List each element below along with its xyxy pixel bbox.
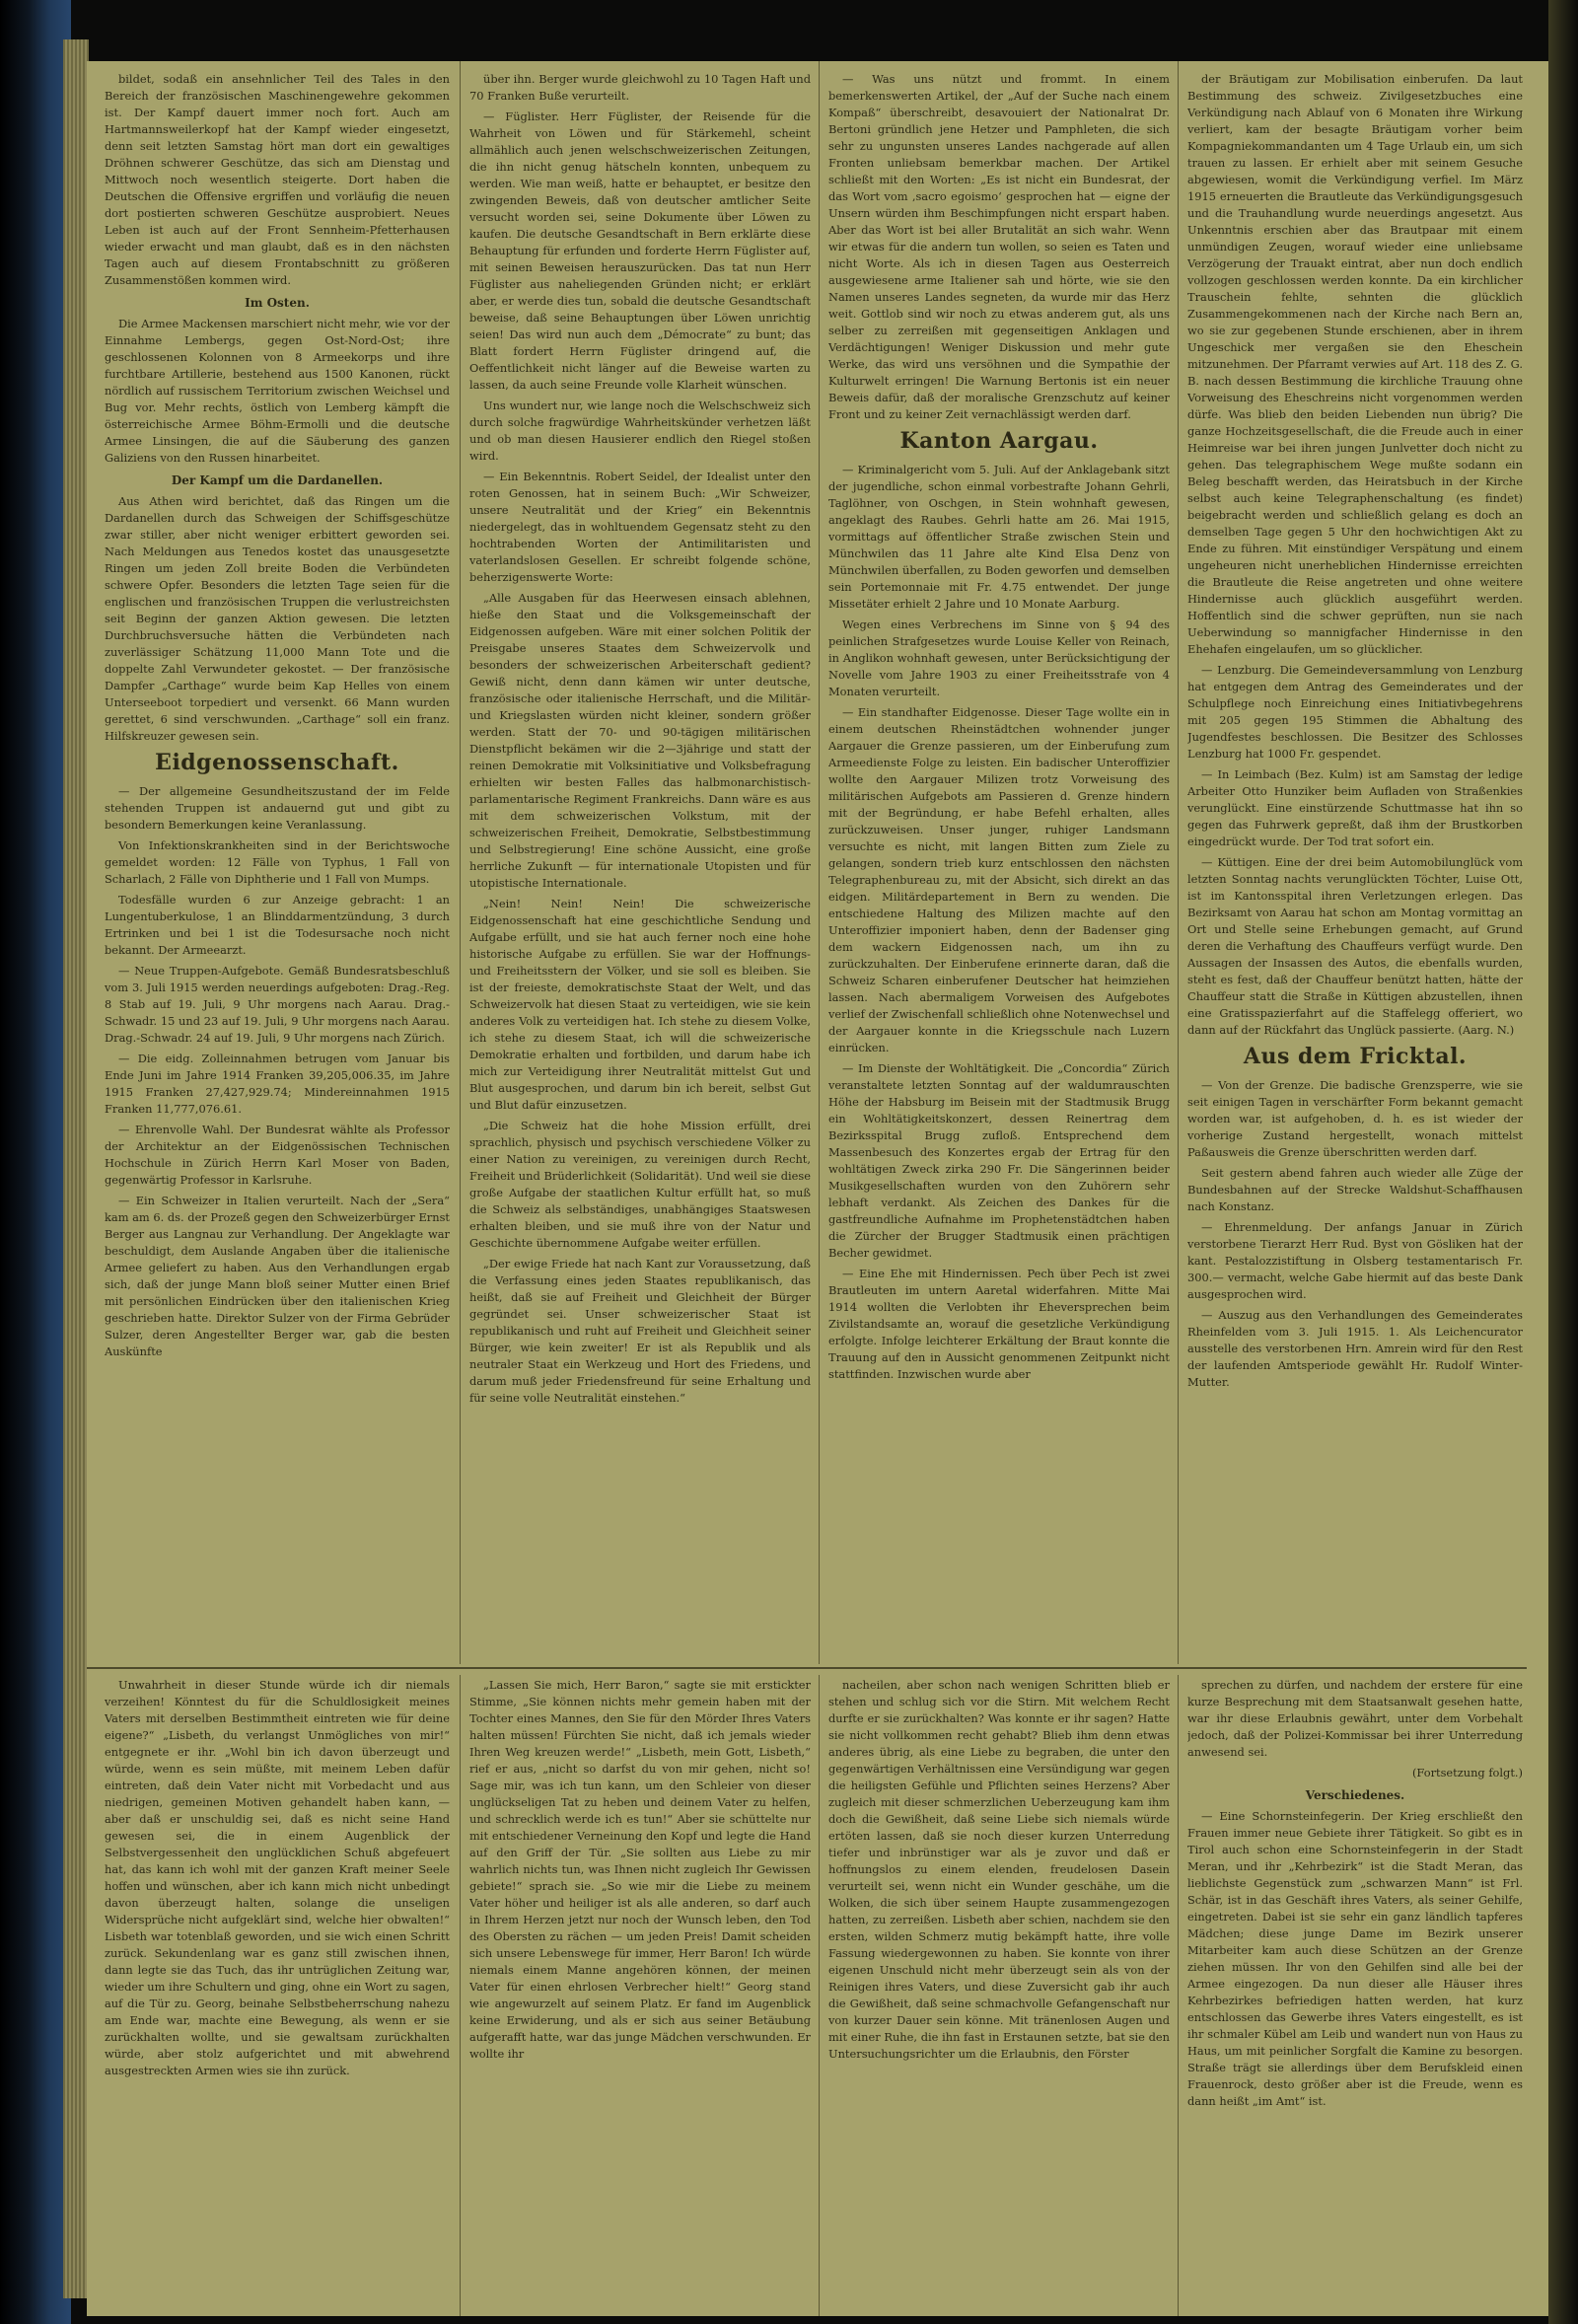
section-heading: Verschiedenes. <box>1305 1788 1405 1802</box>
column-rule <box>819 61 820 1664</box>
section-heading: Im Osten. <box>245 296 310 310</box>
binding-gutter <box>1548 0 1578 2324</box>
article-paragraph: — Ein Schweizer in Italien verurteilt. Nach der „Sera“ kam am 6. ds. der Prozeß gegen den Schweizerbürger Ernst Berger aus Langnau zur Verhandlung. Der Angeklagte war beschuldigt, dem Auslande Angaben über die italienische Armee geliefert zu haben. Aus den Verhandlungen ergab sich, daß der junge Mann bloß seiner Mutter einen Brief mit persönlichen Eindrücken über den italienischen Krieg geschrieben hatte. Direktor Sulzer von der Firma Gebrüder Sulzer, deren Angestellter Berger war, gab die besten Auskünfte <box>105 1194 450 1358</box>
section-divider <box>87 1667 1527 1669</box>
article-paragraph: — Ein standhafter Eidgenosse. Dieser Tage wollte ein in einem deutschen Rheinstädtchen wohnender junger Aargauer die Grenze passieren, um der Einberufung zum Armeedienste Folge zu leisten. Ein badischer Unteroffizier wollte den Aargauer Milizen trotz Vorweisung des militärischen Aufgebots am Passieren d. Grenze hindern mit der Begründung, er habe Befehl erhalten, alles zurückzuweisen. Unser junger, ruhiger Landsmann versuchte es nicht, mit langen Bitten zum Ziele zu gelangen, sondern trieb kurz entschlossen den nächsten Telegraphenbureau zu, mit der Absicht, sich direkt an das eidgen. Militärdepartement in Bern zu wenden. Die entschiedene Haltung des Milizen machte auf den Unteroffizier imponiert haben, denn der Badenser ging dem wackern Eidgenossen nach, um ihn zu zurückzuhalten. Der Einberufene erinnerte daran, daß die Schweiz Scharen einberufener Deutscher hat heimziehen lassen. Nach abermaligem Vorweisen des Aufgebotes verlief der Zwischenfall schließlich ohne Notenwechsel und der Aargauer konnte in die Kriegsschule nach Luzern einrücken. <box>828 705 1170 1054</box>
upper-column-2 <box>469 71 811 1659</box>
article-paragraph: bildet, sodaß ein ansehnlicher Teil des Tales in den Bereich der französischen Maschinengewehre gekommen ist. Der Kampf dauert immer noch fort. Auch am Hartmannsweilerkopf hat der Kampf wieder eingesetzt, denn seit letzten Samstag hört man dort ein gewaltiges Dröhnen schwerer Geschütze, das sich am Dienstag und Mittwoch noch wesentlich steigerte. Dort haben die Deutschen die Offensive ergriffen und vorläufig die neuen dort postierten schweren Geschütze ausprobiert. Neues Leben ist auch auf der Front Sennheim-Pfetterhausen wieder erwacht und man glaubt, daß es in den nächsten Tagen auch auf diesem Frontabschnitt zu größeren Zusammenstößen kommen wird. <box>105 72 450 287</box>
lower-column-2 <box>469 1677 811 2308</box>
story-text: sprechen zu dürfen, und nachdem der erstere für eine kurze Besprechung mit dem Staatsanwalt gesehen hatte, war ihr diese Erlaubnis gewährt, unter dem Vorbehalt jedoch, daß der Polizei-Kommissar bei ihrer Unterredung anwesend sei. <box>1187 1678 1523 1759</box>
article-paragraph: Todesfälle wurden 6 zur Anzeige gebracht: 1 an Lungentuberkulose, 1 an Blinddarmentzündung, 3 durch Ertrinken und bei 1 ist die Todesursache noch nicht bekannt. Der Armeearzt. <box>105 893 450 957</box>
lower-column-4 <box>1187 1677 1523 2308</box>
article-paragraph: — Kriminalgericht vom 5. Juli. Auf der Anklagebank sitzt der jugendliche, schon einmal vorbestrafte Johann Gehrli, Taglöhner, von Oschgen, in Stein wohnhaft gewesen, angeklagt des Raubes. Gehrli hatte am 26. Mai 1915, vormittags auf öffentlicher Straße zwischen Stein und Münchwilen das 11 Jahre alte Kind Elsa Denz von Münchwilen überfallen, zu Boden geworfen und demselben sein Portemonnaie mit Fr. 4.75 entwendet. Der junge Missetäter erhielt 2 Jahre und 10 Monate Aarburg. <box>828 463 1170 611</box>
article-paragraph: — Ein Bekenntnis. Robert Seidel, der Idealist unter den roten Genossen, hat in seinem Buch: „Wir Schweizer, unsere Neutralität und der Krieg“ ein Bekenntnis niedergelegt, das in wohltuendem Gegensatz steht zu den hochtrabenden Worten der Antimilitaristen und vaterlandslosen Gesellen. Er schreibt folgende schöne, beherzigenswerte Worte: <box>469 470 811 584</box>
newspaper-page <box>87 61 1556 2316</box>
lower-column-1 <box>105 1677 450 2308</box>
section-title-kanton-aargau: Kanton Aargau. <box>899 428 1099 454</box>
article-paragraph: „Alle Ausgaben für das Heerwesen einsach ablehnen, hieße den Staat und die Volksgemeinschaft der Eidgenossen aufgeben. Wäre mit einer solchen Politik der Preisgabe unseres Staates dem Schweizervolk und besonders der schweizerischen Arbeiterschaft gedient? Gewiß nicht, denn dann kämen wir unter deutsche, französische oder italienische Herrschaft, und die Militär- und Kriegslasten würden nicht kleiner, sondern größer werden. Statt der 70- und 90-tägigen militärischen Dienstpflicht bekämen wir die 2—3jährige und statt der reinen Demokratie mit Volksinitiative und Volksbefragung erhielten wir besten Falles das halbmonarchistisch-parlamentarische Regiment Frankreichs. Dann wäre es aus mit dem schweizerischen Volkstum, mit der schweizerischen Freiheit, Demokratie, Selbstbestimmung und Selbstregierung! Eine schöne Aussicht, eine große herrliche Zukunft — für internationale Utopisten und für utopistische Internationale. <box>469 591 811 890</box>
article-paragraph: „Nein! Nein! Nein! Die schweizerische Eidgenossenschaft hat eine geschichtliche Sendung und Aufgabe erfüllt, und sie hat auch ferner noch eine hohe historische Aufgabe zu erfüllen. Sie war der Hoffnungs- und Freiheitsstern der Völker, und sie soll es bleiben. Sie ist der freieste, demokratischste Staat der Welt, und das Schweizervolk hat diesen Staat zu verteidigen, wie sie kein anderes Volk zu verteidigen hat. Ich stehe zu diesem Volke, ich stehe zu diesem Staat, ich will die schweizerische Demokratie erhalten und fortbilden, und darum habe ich mich zur Verteidigung ihrer Neutralität mittelst Gut und Blut ausgesprochen, und darum bin ich bereit, selbst Gut und Blut dafür einzusetzen. <box>469 897 811 1112</box>
article-paragraph: — Neue Truppen-Aufgebote. Gemäß Bundesratsbeschluß vom 3. Juli 1915 werden neuerdings aufgeboten: Drag.-Reg. 8 Stab auf 19. Juli, 9 Uhr morgens nach Aarau. Drag.-Schwadr. 15 und 23 auf 19. Juli, 9 Uhr morgens nach Aarau. Drag.-Schwadr. 24 auf 19. Juli, 9 Uhr morgens nach Zürich. <box>105 964 450 1045</box>
article-paragraph: — Auszug aus den Verhandlungen des Gemeinderates Rheinfelden vom 3. Juli 1915. 1. Als Leichencurator ausstelle des verstorbenen Hrn. Amrein wird für den Rest der laufenden Amtsperiode gewählt Hr. Rudolf Winter-Mutter. <box>1187 1308 1523 1389</box>
section-title-fricktal: Aus dem Fricktal. <box>1243 1044 1468 1069</box>
article-paragraph: — Eine Ehe mit Hindernissen. Pech über Pech ist zwei Brautleuten im untern Aaretal widerfahren. Mitte Mai 1914 wollten die Verlobten ihr Eheversprechen beim Zivilstandsamte an, worauf die gesetzliche Verkündigung erfolgte. Infolge leichterer Erkältung der Braut konnte die Trauung auf den in Aussicht genommenen Zeitpunkt nicht stattfinden. Inzwischen wurde aber <box>828 1267 1170 1381</box>
article-paragraph: — Küttigen. Eine der drei beim Automobilunglück vom letzten Sonntag nachts verunglückten Töchter, Luise Ott, ist im Kantonsspital ihren Verletzungen erlegen. Das Bezirksamt von Aarau hat schon am Montag vormittag an Ort und Stelle seine Erhebungen gemacht, auf Grund deren die Verhaftung des Chauffeurs verfügt wurde. Den Aussagen der Insassen des Autos, die ebenfalls wurden, steht es fest, daß der Chauffeur benützt hatten, hätte der Chauffeur statt die Straße in Küttigen abzustellen, ihnen eine Gratisspazierfahrt auf die Staffelegg offeriert, wo dann auf der Rückfahrt das Unglück passierte. (Aarg. N.) <box>1187 855 1523 1037</box>
article-paragraph: Aus Athen wird berichtet, daß das Ringen um die Dardanellen durch das Schweigen der Schiffsgeschütze zwar stiller, aber nicht weniger erbittert geworden sei. Nach Meldungen aus Tenedos kostet das unausgesetzte Ringen um jeden Zoll breite Boden die Verbündeten schwere Opfer. Besonders die letzten Tage seien für die englischen und französischen Truppen die verlustreichsten seit Beginn der ganzen Aktion gewesen. Die letzten Durchbruchsversuche hätten die Verbündeten nach zuverlässiger Schätzung 11,000 Mann Tote und die doppelte Zahl Verwundeter gekostet. — Der französische Dampfer „Carthage“ wurde beim Kap Helles von einem Unterseeboot torpediert und versenkt. 66 Mann wurden gerettet, 6 sind verschwunden. „Carthage“ soll ein franz. Hilfskreuzer gewesen sein. <box>105 494 450 743</box>
book-spine <box>0 0 71 2324</box>
upper-column-3 <box>828 71 1170 1659</box>
story-text: „Lassen Sie mich, Herr Baron,“ sagte sie mit erstickter Stimme, „Sie können nichts mehr gemein haben mit der Tochter eines Mannes, den Sie für den Mörder Ihres Vaters halten müssen! Fürchten Sie nicht, daß ich jemals wieder Ihren Weg kreuzen werde!“ „Lisbeth, mein Gott, Lisbeth,“ rief er aus, „nicht so darfst du von mir gehen, nicht so! Sage mir, was ich tun kann, um den Schleier von dieser unglückseligen Tat zu heben und deinem Vater zu helfen, und schrecklich werde ich es tun!“ Aber sie schüttelte nur mit entschiedener Verneinung den Kopf und legte die Hand auf den Griff der Tür. „Sie sollten aus Liebe zu mir wahrlich nichts tun, was Ihnen nicht zugleich Ihr Gewissen gebiete!“ sprach sie. „So wie mir die Liebe zu meinem Vater höher und heiliger ist als alle anderen, so darf auch in Ihrem Herzen jetzt nur noch der Wunsch leben, den Tod des Obersten zu rächen — um jeden Preis! Damit scheiden sich unsere Lebenswege für immer, Herr Baron! Ich würde niemals einem Manne angehören können, der meinen Vater für einen ehrlosen Verbrecher hielt!“ Georg stand wie angewurzelt auf seinem Platz. Er fand im Augenblick keine Erwiderung, und als er sich aus seiner Betäubung aufgerafft hatte, war das junge Mädchen verschwunden. Er wollte ihr <box>469 1678 811 2061</box>
article-paragraph: „Der ewige Friede hat nach Kant zur Voraussetzung, daß die Verfassung eines jeden Staates republikanisch, das heißt, daß sie auf Freiheit und Gleichheit der Bürger gegründet sei. Unser schweizerischer Staat ist republikanisch und ruht auf Freiheit und Gleichheit seiner Bürger, wie kein zweiter! Er ist als Republik und als neutraler Staat ein Werkzeug und Hort des Friedens, und darum muß jeder Friedensfreund für seine Erhaltung und für seine volle Neutralität einstehen.“ <box>469 1257 811 1405</box>
page-edges <box>63 39 89 2298</box>
upper-column-4 <box>1187 71 1523 1659</box>
article-paragraph: — Die eidg. Zolleinnahmen betrugen vom Januar bis Ende Juni im Jahre 1914 Franken 39,205,006.35, im Jahre 1915 Franken 27,427,929.74; Mindereinnahmen 1915 Franken 11,777,076.61. <box>105 1052 450 1116</box>
article-paragraph: Wegen eines Verbrechens im Sinne von § 94 des peinlichen Strafgesetzes wurde Louise Keller von Reinach, in Anglikon wohnhaft gewesen, unter Berücksichtigung der Novelle vom Jahre 1903 zu einer Freiheitsstrafe von 4 Monaten verurteilt. <box>828 617 1170 698</box>
column-rule <box>819 1675 820 2316</box>
article-paragraph: — Im Dienste der Wohltätigkeit. Die „Concordia“ Zürich veranstaltete letzten Sonntag auf der waldumrauschten Höhe der Habsburg im Beisein mit der Stadtmusik Brugg ein Wohltätigkeitskonzert, dessen Reinertrag dem Bezirksspital Brugg zufloß. Entsprechend dem Massenbesuch des Konzertes ergab der Ertrag für den wohltätigen Zweck zirka 290 Fr. Die Sängerinnen beider Musikgesellschaften wurden von den Zuhörern sehr lebhaft verdankt. Als Zeichen des Dankes für die gastfreundliche Aufnahme im Prophetenstädtchen haben die Zürcher der Brugger Stadtmusik einen prächtigen Becher gewidmet. <box>828 1061 1170 1260</box>
section-heading: Der Kampf um die Dardanellen. <box>171 473 384 487</box>
article-paragraph: — Ehrenmeldung. Der anfangs Januar in Zürich verstorbene Tierarzt Herr Rud. Byst von Gösliken hat der kant. Pestalozzistiftung in Olsberg testamentarisch Fr. 300.— vermacht, welche Gabe hiermit auf das beste Dank ausgesprochen wird. <box>1187 1220 1523 1301</box>
column-rule <box>1178 1675 1179 2316</box>
article-paragraph: — Eine Schornsteinfegerin. Der Krieg erschließt den Frauen immer neue Gebiete ihrer Tätigkeit. So gibt es in Tirol auch schon eine Schornsteinfegerin in der Stadt Meran, und ihr „Kehrbezirk“ ist die Stadt Meran, das lieblichste Gegenstück zum „schwarzen Mann“ ist Frl. Schär, ist in das Geschäft ihres Vaters, als seiner Gehilfe, eingetreten. Dabei ist sie sehr ein ganz ländlich tapferes Mädchen; diese junge Dame im Bezirk unserer Mitarbeiter kam auch diese Schützen an der Grenze ziehen müssen. Ihr von den Gehilfen sind alle bei der Armee eingezogen. Da nun dieser alle Häuser ihres Kehrbezirkes befriedigen hatten werden, hat kurz entschlossen das Gewerbe ihres Vaters eingestellt, es ist ihr schmaler Kübel am Leib und wandert nun von Haus zu Haus, um mit peinlicher Sorgfalt die Kamine zu besorgen. Straße trägt sie allerdings über dem Berufskleid einen Frauenrock, desto größer aber ist die Freude, wenn es dann heißt „im Amt“ ist. <box>1187 1809 1523 2108</box>
article-paragraph: — Lenzburg. Die Gemeindeversammlung von Lenzburg hat entgegen dem Antrag des Gemeinderates und der Schulpflege noch Einreichung eines Initiativbegehrens mit 205 gegen 195 Stimmen die Abhaltung des Jugendfestes beschlossen. Die Besitzer des Schlosses Lenzburg hat 1000 Fr. gespendet. <box>1187 663 1523 761</box>
column-rule <box>460 61 461 1664</box>
article-paragraph: — In Leimbach (Bez. Kulm) ist am Samstag der ledige Arbeiter Otto Hunziker beim Aufladen von Straßenkies verunglückt. Eine einstürzende Schuttmasse hat ihn so gegen das Fuhrwerk gepreßt, daß ihm der Brustkorben eingedrückt wurde. Der Tod trat sofort ein. <box>1187 767 1523 848</box>
story-text: nacheilen, aber schon nach wenigen Schritten blieb er stehen und schlug sich vor die Stirn. Mit welchem Recht durfte er sie zurückhalten? Was konnte er ihr sagen? Hatte sie nicht vollkommen recht gehabt? Blieb ihm denn etwas anderes übrig, als eine Liebe zu begraben, die unter den gegenwärtigen Verhältnissen eine Versündigung war gegen die heiligsten Gefühle und Pflichten seines Herzens? Aber zugleich mit dieser schmerzlichen Ueberzeugung kam ihm doch die Gewißheit, daß seine Liebe sich niemals würde ertöten lassen, daß sie noch dieser kurzen Unterredung tiefer und inbrünstiger war als je zuvor und daß er hoffnungslos zu einem elenden, freudelosen Dasein verurteilt sei, wenn nicht ein Wunder geschähe, um die Wolken, die sich über seinem Haupte zusammengezogen hatten, zu zerreißen. Lisbeth aber schien, nachdem sie den ersten, wilden Schmerz mutig bekämpft hatte, ihre volle Fassung wiedergewonnen zu haben. Sie konnte von ihrer eigenen Unschuld nicht mehr überzeugt sein als von der Reinigen ihres Vaters, und diese Zuversicht gab ihr auch die Gewißheit, daß seine schmachvolle Gefangenschaft nur von kurzer Dauer sein könne. Mit tränenlosen Augen und mit einer Ruhe, die ihn fast in Erstaunen setzte, bat sie den Untersuchungsrichter um die Erlaubnis, den Förster <box>828 1678 1170 2061</box>
column-rule <box>460 1675 461 2316</box>
article-paragraph: — Von der Grenze. Die badische Grenzsperre, wie sie seit einigen Tagen in verschärfter Form bekannt gemacht worden war, ist aufgehoben, d. h. es ist wieder der vorherige Zustand hergestellt, wonach mittelst Paßausweis die Grenze überschritten werden darf. <box>1187 1078 1523 1159</box>
article-paragraph: — Füglister. Herr Füglister, der Reisende für die Wahrheit von Löwen und für Stärkemehl, scheint allmählich auch jenen welschschweizerischen Zeitungen, die ihn nicht genug hätscheln konnten, unbequem zu werden. Wie man weiß, hatte er behauptet, er besitze den zwingenden Beweis, daß von deutscher amtlicher Seite versucht worden sei, seine Dokumente über Löwen zu kaufen. Die deutsche Gesandtschaft in Bern erklärte diese Behauptung für erfunden und forderte Herrn Füglister auf, mit seinen Beweisen herauszurücken. Das tat nun Herr Füglister aus naheliegenden Gründen nicht; er erklärt aber, er werde dies tun, sobald die deutsche Gesandtschaft beweise, daß seine Behauptungen über Löwen unrichtig seien! Das wird nun auch dem „Démocrate“ zu bunt; das Blatt fordert Herrn Füglister dringend auf, die Oeffentlichkeit nicht länger auf die Beweise warten zu lassen, da auch seine Freunde volle Klarheit wünschen. <box>469 109 811 392</box>
section-title-eidgenossenschaft: Eidgenossenschaft. <box>155 750 399 775</box>
article-paragraph: Seit gestern abend fahren auch wieder alle Züge der Bundesbahnen auf der Strecke Waldshut-Schaffhausen nach Konstanz. <box>1187 1166 1523 1213</box>
article-paragraph: — Der allgemeine Gesundheitszustand der im Felde stehenden Truppen ist andauernd gut und gibt zu besondern Bemerkungen keine Veranlassung. <box>105 784 450 832</box>
article-paragraph: — Was uns nützt und frommt. In einem bemerkenswerten Artikel, der „Auf der Suche nach einem Kompaß“ überschreibt, desavouiert der Nationalrat Dr. Bertoni gründlich jene Hetzer und Pamphleten, die sich sehr zu ungunsten unseres Landes nachgerade auf allen Fronten unliebsam bemerkbar machen. Der Artikel schließt mit den Worten: „Es ist nicht ein Bundesrat, der das Wort vom ‚sacro egoismo‘ gesprochen hat — eigne der Unsern würden ihm Beschimpfungen nicht erspart haben. Aber das Wort ist bei aller Brutalität an sich wahr. Wenn wir etwas für die andern tun wollen, so seien es Taten und nicht Worte. Als ich in diesen Tagen aus Oesterreich ausgewiesene arme Italiener sah und hörte, wie sie den Namen unseres Landes segneten, da wurde mir das Herz weit. Gottlob sind wir noch zu etwas anderem gut, als uns selber zu zerreißen mit gegenseitigen Anklagen und Verdächtigungen! Weniger Diskussion und mehr gute Werke, das wird uns versöhnen und die Sympathie der Kulturwelt erringen! Die Warnung Bertonis ist ein neuer Beweis dafür, daß der moralische Grenzschutz auf keiner Front und zu keiner Zeit vernachlässigt werden darf. <box>828 72 1170 421</box>
column-rule <box>1178 61 1179 1664</box>
lower-column-3 <box>828 1677 1170 2308</box>
upper-column-1 <box>105 71 450 1659</box>
story-text: Unwahrheit in dieser Stunde würde ich dir niemals verzeihen! Könntest du für die Schuldlosigkeit meines Vaters mit derselben Bestimmtheit eintreten wie für deine eigene?“ „Lisbeth, du verlangst Unmögliches von mir!“ entgegnete er ihr. „Wohl bin ich davon überzeugt und würde, wenn es sein müßte, mit meinem Leben dafür eintreten, daß dein Vater nicht mit Vorbedacht und aus niedrigen, gemeinen Motiven gehandelt haben kann, — aber daß er unschuldig sei, daß es nicht seine Hand gewesen sei, die in einem Augenblick der Selbstvergessenheit den unglücklichen Schuß abgefeuert hat, das kann ich wohl mit der ganzen Kraft meiner Seele hoffen und wünschen, aber ich kann mich nicht unbedingt davon überzeugt halten, solange die unseligen Widersprüche nicht aufgeklärt sind, welche hier obwalten!“ Lisbeth war totenblaß geworden, und sie wich einen Schritt zurück. Sekundenlang war es ganz still zwischen ihnen, dann legte sie das Tuch, das ihr untrüglichen Zeitung war, wieder um ihre Schultern und ging, ohne ein Wort zu sagen, auf die Tür zu. Georg, beinahe Selbstbeherrschung nahezu am Ende war, machte eine Bewegung, als wenn er sie zurückhalten wollte, und sie gewaltsam zurückhalten würde, aber stolz aufgerichtet und mit abwehrend ausgestreckten Armen wies sie ihn zurück. <box>105 1678 450 2077</box>
article-paragraph: der Bräutigam zur Mobilisation einberufen. Da laut Bestimmung des schweiz. Zivilgesetzbuches eine Verkündigung nach Ablauf von 6 Monaten ihre Wirkung verliert, kam der besagte Bräutigam vorher beim Kompagniekommandanten um 4 Tage Urlaub ein, um sich trauen zu lassen. Er erhielt aber mit seinem Gesuche abgewiesen, womit die Verkündigung verfiel. Im März 1915 erneuerten die Brautleute das Verkündigungsgesuch und die Trauhandlung wurde neuerdings angesetzt. Aus Unkenntnis erschien aber das Brautpaar mit einem unmündigen Zeugen, worauf wieder eine unliebsame Verzögerung der Trauakt eintrat, aber nun doch endlich vollzogen geschlossen werden konnte. Da ein kirchlicher Trauschein fehlte, sehnten die glücklich Zusammengekommenen nach der Kirche nach Bern an, wo sie zur gegebenen Stunde erschienen, aber in ihrem Ungeschick mer vergaßen sie den Eheschein mitzunehmen. Der Pfarramt verwies auf Art. 118 des Z. G. B. nach dessen Bestimmung die kirchliche Trauung ohne Vorweisung des Eheschreins nicht vorgenommen werden dürfe. Was blieb den beiden Liebenden nun übrig? Die ganze Hochzeitsgesellschaft, die die Freude auch in einer Heimreise war bei ihren jungen Junlvetter doch nicht zu gehen. Das telegraphischem Wege mußte sodann ein Beleg beschafft werden, das Heiratsbuch in der Kirche selbst auch keine Telegraphenschaltung (es findet) beigebracht werden und schließlich gelang es doch an demselben Tage gegen 5 Uhr den hochwichtigen Akt zu Ende zu führen. Mit einstündiger Verspätung und einem ungeheuren nicht unerheblichen Hindernisse erreichten die Brautleute die Reise angetreten und ohne weitere Hindernisse auch glücklich ausgeführt werden. Hoffentlich sind die schwer geprüften, nun sie nach Ueberwindung so mannigfacher Hindernisse in den Ehehafen eingelaufen, um so glücklicher. <box>1187 72 1523 656</box>
article-paragraph: „Die Schweiz hat die hohe Mission erfüllt, drei sprachlich, physisch und psychisch verschiedene Völker zu einer Nation zu vereinigen, zu vereinigen durch Recht, Freiheit und Brüderlichkeit (Solidarität). Und weil sie diese große Aufgabe der staatlichen Kultur erfüllt hat, so muß die Schweiz als selbständiges, unabhängiges Staatswesen erhalten bleiben, und sie muß ihre von der Natur und Geschichte übernommene Aufgabe weiter erfüllen. <box>469 1119 811 1250</box>
continuation-note: (Fortsetzung folgt.) <box>1411 1766 1523 1779</box>
article-paragraph: Von Infektionskrankheiten sind in der Berichtswoche gemeldet worden: 12 Fälle von Typhus, 1 Fall von Scharlach, 2 Fälle von Diphtherie und 1 Fall von Mumps. <box>105 838 450 886</box>
article-paragraph: — Ehrenvolle Wahl. Der Bundesrat wählte als Professor der Architektur an der Eidgenössischen Technischen Hochschule in Zürich Herrn Karl Moser von Baden, gegenwärtig Professor in Karlsruhe. <box>105 1123 450 1187</box>
article-paragraph: Die Armee Mackensen marschiert nicht mehr, wie vor der Einnahme Lembergs, gegen Ost-Nord-Ost; ihre geschlossenen Kolonnen von 8 Armeekorps und ihre furchtbare Artillerie, bestehend aus 1500 Kanonen, rückt nördlich auf russischem Territorium zwischen Weichsel und Bug vor. Mehr rechts, östlich von Lemberg kämpft die österreichische Armee Böhm-Ermolli und die deutsche Armee Linsingen, die auf die Säuberung des ganzen Galiziens von den Russen hinarbeitet. <box>105 317 450 465</box>
article-paragraph: Uns wundert nur, wie lange noch die Welschschweiz sich durch solche fragwürdige Wahrheitskünder verhetzen läßt und ob man diesen Hausierer endlich den Riegel stoßen wird. <box>469 399 811 463</box>
article-paragraph: über ihn. Berger wurde gleichwohl zu 10 Tagen Haft und 70 Franken Buße verurteilt. <box>469 72 811 103</box>
